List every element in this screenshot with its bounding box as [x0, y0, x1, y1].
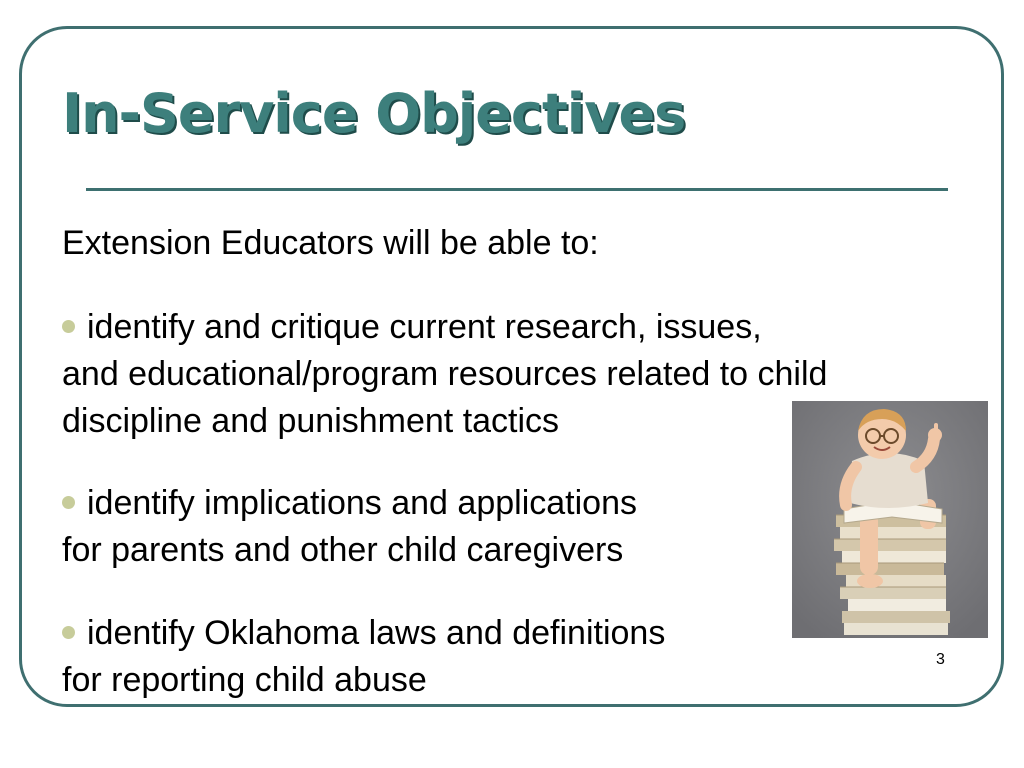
title-divider — [86, 188, 948, 191]
child-on-books-illustration — [792, 401, 988, 638]
bullet-item-laws — [62, 610, 665, 704]
page-number: 3 — [936, 651, 945, 668]
bullet-line: for reporting child abuse — [62, 661, 427, 699]
bullet-dot-icon — [62, 496, 75, 509]
bullet-text: identify and critique current research, issues, — [87, 308, 762, 346]
bullet-text: identify implications and applications — [87, 484, 637, 522]
bullet-text: identify Oklahoma laws and definitions — [87, 614, 666, 652]
bullet-line: and educational/program resources related to child — [62, 355, 828, 393]
bullet-line: discipline and punishment tactics — [62, 402, 560, 440]
bullet-dot-icon — [62, 626, 75, 639]
slide-title: In-Service Objectives — [62, 82, 686, 145]
intro-text: Extension Educators will be able to: — [62, 224, 599, 262]
bullet-line — [62, 480, 637, 527]
child-on-books-photo — [792, 401, 988, 638]
bullet-item-implications — [62, 480, 637, 574]
bullet-dot-icon — [62, 320, 75, 333]
bullet-item-research — [62, 304, 827, 445]
book-stack — [834, 515, 950, 635]
bullet-line — [62, 610, 665, 657]
bullet-line — [62, 304, 827, 351]
bullet-line: for parents and other child caregivers — [62, 531, 624, 569]
